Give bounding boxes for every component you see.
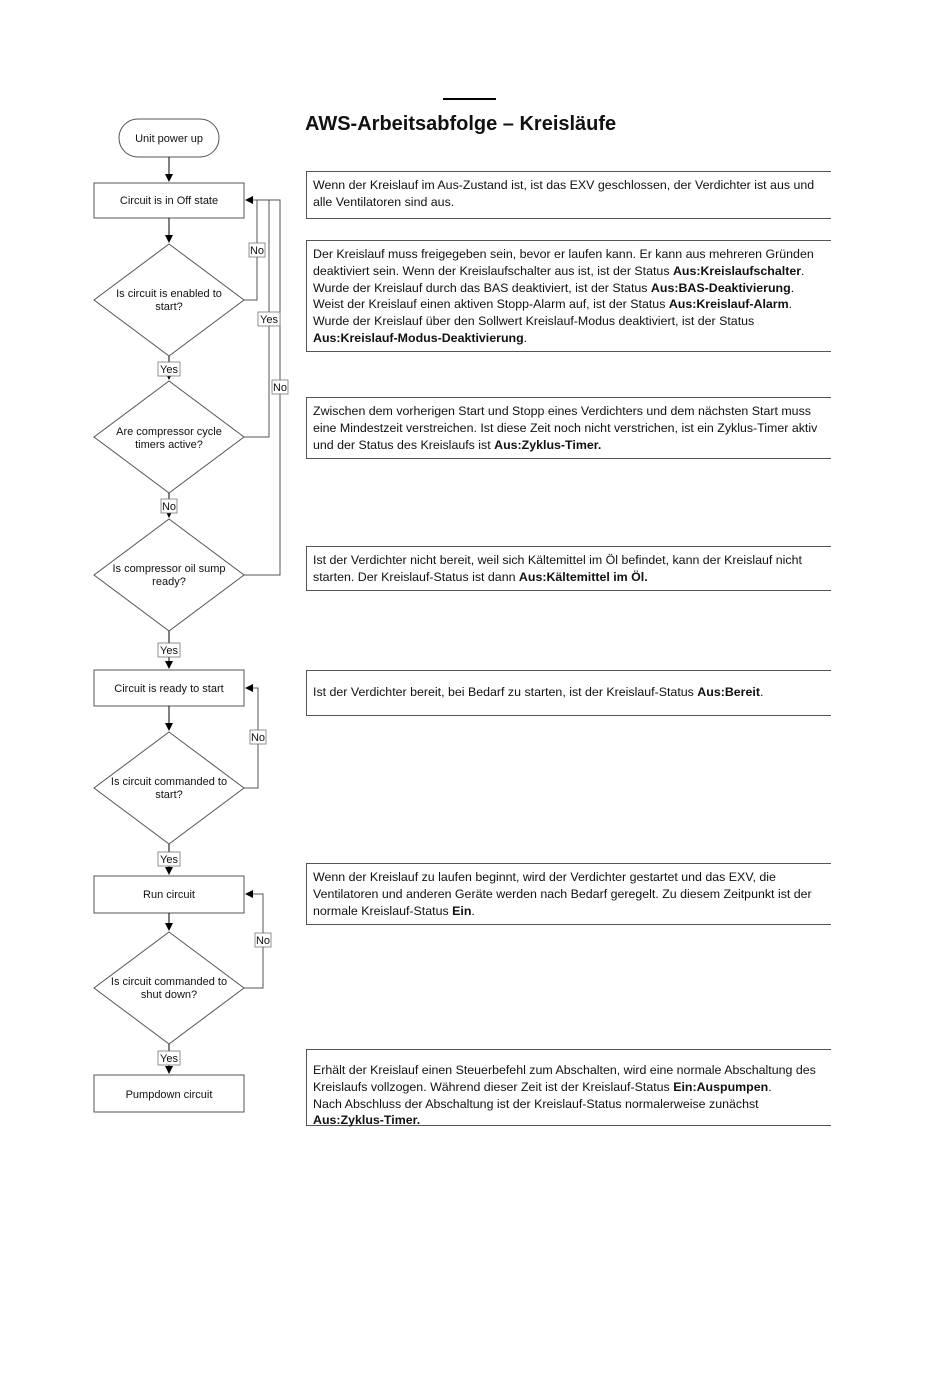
status-term: Aus:Kreislaufschalter	[672, 263, 802, 278]
status-term: Ein	[452, 903, 472, 918]
oil-decision-line2: ready?	[152, 576, 186, 588]
description-text: .	[523, 330, 528, 345]
status-term: Aus:Kreislauf-Alarm	[668, 297, 789, 312]
description-text: Wenn der Kreislauf im Aus-Zustand ist, ist das EXV geschlossen, der Verdichter ist aus und alle Ventilatoren sind aus.	[313, 178, 815, 209]
edge-label-yes-start: Yes	[160, 854, 178, 866]
start-cmd-decision-line2: start?	[155, 789, 183, 801]
description-text: .	[768, 1079, 772, 1094]
status-term: Aus:Zyklus-Timer.	[494, 437, 602, 452]
description-enabled	[306, 240, 831, 352]
description-text: Der Kreislauf muss freigegeben sein, bevor er laufen kann. Er kann aus mehreren Gründen deaktiviert sein. Wenn der Kreislaufschalter aus ist, ist der Status	[313, 247, 814, 278]
description-text: Wenn der Kreislauf zu laufen beginnt, wird der Verdichter gestartet und das EXV, die Ventilatoren und anderen Geräte werden nach Bedarf geregelt. Zu diesem Zeitpunkt ist der normale Kreislauf-Status	[313, 870, 812, 918]
description-text: . Weist der Kreislauf einen aktiven Stopp-Alarm auf, ist der Status	[313, 280, 795, 312]
status-term: Aus:BAS-Deaktivierung	[650, 280, 791, 295]
start-cmd-decision-line1: Is circuit commanded to	[110, 776, 228, 788]
status-term: Aus:Zyklus-Timer.	[313, 1113, 421, 1128]
edge-label-no-enabled: No	[249, 245, 265, 257]
description-off-state	[306, 171, 831, 219]
edge-label-yes-enabled: Yes	[160, 364, 178, 376]
oil-decision-shape	[94, 519, 244, 631]
description-run	[306, 863, 831, 925]
timers-decision-line2: timers active?	[135, 439, 203, 451]
run-label: Run circuit	[143, 889, 195, 901]
description-pumpdown	[306, 1049, 831, 1126]
timers-decision-line1: Are compressor cycle	[116, 426, 222, 438]
edge-label-yes-timers: Yes	[260, 314, 278, 326]
description-text: Ist der Verdichter nicht bereit, weil sich Kältemittel im Öl befindet, kann der Kreislauf nicht starten. Der Kreislauf-Status ist dann	[313, 553, 802, 584]
pumpdown-label: Pumpdown circuit	[125, 1089, 213, 1101]
start-cmd-decision-shape	[94, 732, 244, 844]
oil-decision-line1: Is compressor oil sump	[112, 563, 226, 575]
edge-label-no-oil: No	[272, 382, 288, 394]
description-text: Ist der Verdichter bereit, bei Bedarf zu starten, ist der Kreislauf-Status	[313, 685, 698, 699]
description-ready	[306, 670, 831, 716]
enabled-decision-shape	[94, 244, 244, 356]
shutdown-decision-line2: shut down?	[140, 989, 198, 1001]
description-text: . Wurde der Kreislauf durch das BAS deaktiviert, ist der Status	[313, 263, 805, 295]
shutdown-decision-line1: Is circuit commanded to	[110, 976, 228, 988]
status-term: Aus:Kreislauf-Modus-Deaktivierung	[313, 330, 524, 345]
description-text: Nach Abschluss der Abschaltung ist der Kreislauf-Status normalerweise zunächst	[313, 1096, 759, 1111]
edge-label-no-timers: No	[161, 501, 177, 513]
edge-label-no-start: No	[250, 732, 266, 744]
status-term: Ein:Auspumpen	[673, 1079, 769, 1094]
enabled-decision-line1: Is circuit is enabled to	[116, 288, 222, 300]
status-term: Aus:Bereit	[697, 685, 760, 699]
edge-label-yes-shutdown: Yes	[160, 1053, 178, 1065]
ready-label: Circuit is ready to start	[114, 683, 224, 695]
status-term: Aus:Kältemittel im Öl.	[518, 569, 648, 584]
description-text: .	[471, 903, 475, 918]
start-terminal-label: Unit power up	[135, 133, 203, 145]
description-text: .	[759, 685, 764, 699]
enabled-decision-line2: start?	[155, 301, 183, 313]
description-cycle-timers	[306, 397, 831, 459]
description-text: Zwischen dem vorherigen Start und Stopp eines Verdichters und dem nächsten Start muss eine Mindestzeit verstreichen. Ist diese Zeit noch nicht verstrichen, ist ein Zyklus-Timer aktiv und der Status des Kreislaufs ist	[313, 404, 818, 452]
edge-label-no-shutdown: No	[255, 935, 271, 947]
description-text: . Wurde der Kreislauf über den Sollwert Kreislauf-Modus deaktiviert, ist der Status	[313, 297, 793, 329]
description-oil-sump	[306, 546, 831, 591]
edge-label-yes-oil: Yes	[160, 645, 178, 657]
description-text: Erhält der Kreislauf einen Steuerbefehl zum Abschalten, wird eine normale Abschaltung des Kreislaufs vollzogen. Während dieser Zeit ist der Kreislauf-Status	[313, 1063, 816, 1094]
shutdown-decision-shape	[94, 932, 244, 1044]
page-title: AWS-Arbeitsabfolge – Kreisläufe	[305, 113, 617, 135]
off-state-label: Circuit is in Off state	[119, 195, 219, 207]
